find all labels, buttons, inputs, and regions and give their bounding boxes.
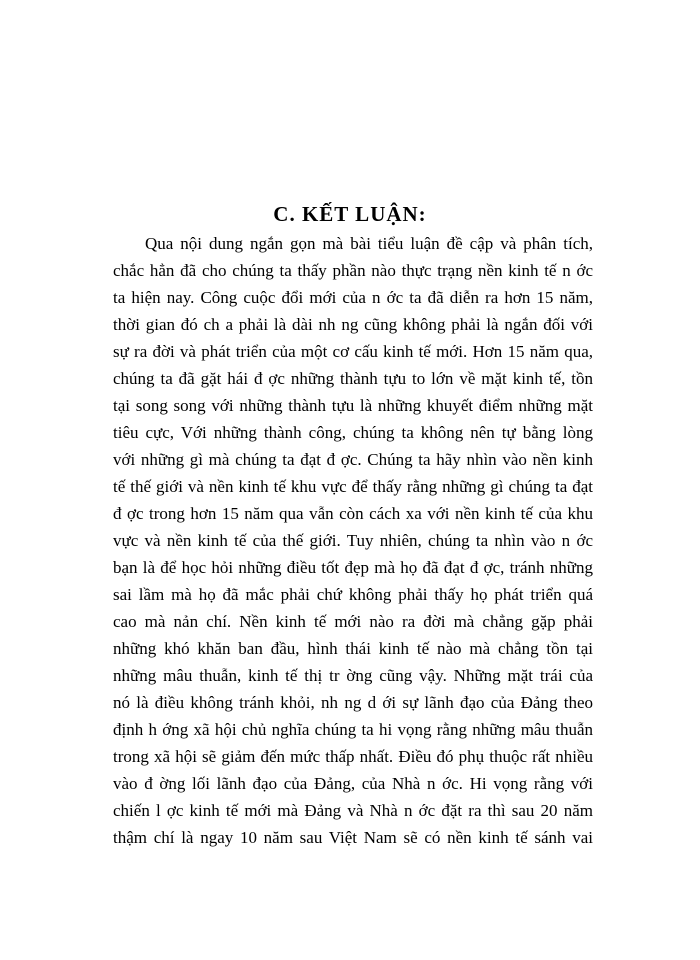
paragraph-line: sự ra đời và phát triển của một cơ cấu kinh tế mới. Hơn 15 năm qua, xyxy=(113,342,593,361)
paragraph-line: tại song song với những thành tựu là những khuyết điểm những mặt xyxy=(113,396,593,415)
paragraph-line: vực và nền kinh tế của thế giới. Tuy nhiên, chúng ta nhìn vào n ớc xyxy=(113,531,593,550)
paragraph-line: bạn là để học hỏi những điều tốt đẹp mà họ đã đạt đ ợc, tránh những xyxy=(113,558,593,577)
paragraph-line: vào đ ờng lối lãnh đạo của Đảng, của Nhà n ớc. Hi vọng rằng với xyxy=(113,774,593,793)
paragraph-line: chắc hẳn đã cho chúng ta thấy phần nào thực trạng nền kinh tế n ớc xyxy=(113,261,593,280)
conclusion-paragraph xyxy=(113,230,593,851)
paragraph-line: cao mà nản chí. Nền kinh tế mới nào ra đời mà chẳng gặp phải xyxy=(113,612,593,631)
paragraph-line: tiêu cực, Với những thành công, chúng ta không nên tự bằng lòng xyxy=(113,423,593,442)
section-heading: C. KẾT LUẬN: xyxy=(273,202,427,226)
paragraph-line: Qua nội dung ngắn gọn mà bài tiểu luận đề cập và phân tích, xyxy=(145,234,593,253)
paragraph-line: sai lầm mà họ đã mắc phải chứ không phải thấy họ phát triển quá xyxy=(113,585,593,604)
paragraph-line: ta hiện nay. Công cuộc đổi mới của n ớc ta đã diễn ra hơn 15 năm, xyxy=(113,288,593,307)
paragraph-line: những khó khăn ban đầu, hình thái kinh tế nào mà chẳng tồn tại xyxy=(113,639,593,658)
paragraph-line: nó là điều không tránh khỏi, nh ng d ới sự lãnh đạo của Đảng theo xyxy=(113,693,593,712)
paragraph-line: thậm chí là ngay 10 năm sau Việt Nam sẽ có nền kinh tế sánh vai xyxy=(113,828,593,847)
paragraph-line: chiến l ợc kinh tế mới mà Đảng và Nhà n ớc đặt ra thì sau 20 năm xyxy=(113,801,593,820)
paragraph-line: chúng ta đã gặt hái đ ợc những thành tựu to lớn về mặt kinh tế, tồn xyxy=(113,369,593,388)
paragraph-line: trong xã hội sẽ giảm đến mức thấp nhất. Điều đó phụ thuộc rất nhiều xyxy=(113,747,593,766)
paragraph-line: tế thế giới và nền kinh tế khu vực để thấy rằng những gì chúng ta đạt xyxy=(113,477,593,496)
paragraph-line: đ ợc trong hơn 15 năm qua vẫn còn cách xa với nền kinh tế của khu xyxy=(113,504,593,523)
paragraph-line: định h ớng xã hội chủ nghĩa chúng ta hi vọng rằng những mâu thuẫn xyxy=(113,720,593,739)
paragraph-line: thời gian đó ch a phải là dài nh ng cũng không phải là ngắn đối với xyxy=(113,315,593,334)
paragraph-line: những mâu thuẫn, kinh tế thị tr ờng cũng vậy. Những mặt trái của xyxy=(113,666,593,685)
paragraph-line: với những gì mà chúng ta đạt đ ợc. Chúng ta hãy nhìn vào nền kinh xyxy=(113,450,593,469)
